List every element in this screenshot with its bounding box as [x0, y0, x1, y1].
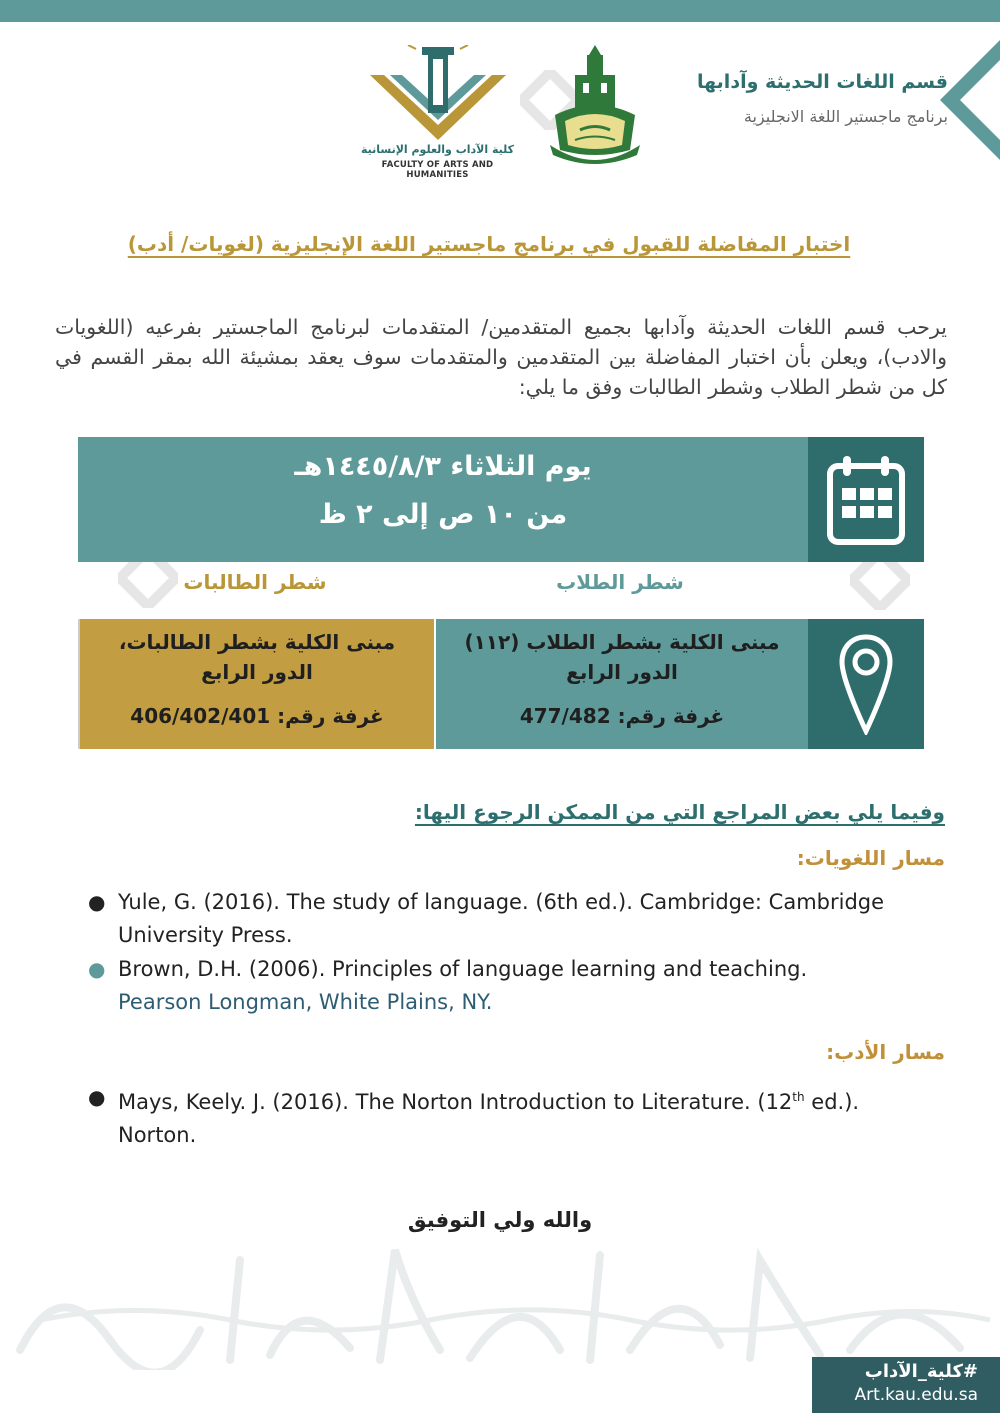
top-banner — [0, 0, 1000, 22]
women-room: غرفة رقم: 406/402/401 — [130, 704, 384, 728]
reference-text: Pearson Longman, White Plains, NY. — [118, 990, 493, 1014]
men-campus-heading: شطر الطلاب — [556, 570, 684, 594]
calendar-icon — [826, 452, 906, 547]
men-building: مبنى الكلية بشطر الطلاب (١١٢) — [464, 630, 780, 654]
exam-day: يوم الثلاثاء ١٤٤٥/٨/٣هـ — [294, 451, 592, 482]
location-pin-icon — [838, 633, 894, 735]
literature-track-heading: مسار الأدب: — [826, 1040, 945, 1064]
program-name: برنامج ماجستير اللغة الانجليزية — [743, 107, 948, 126]
calligraphy-watermark — [0, 1230, 1000, 1370]
linguistics-track-heading: مسار اللغويات: — [796, 846, 945, 870]
footer-badge — [812, 1357, 1000, 1413]
intro-paragraph: يرحب قسم اللغات الحديثة وآدابها بجميع المتقدمين/ المتقدمات لبرنامج الماجستير بفرعيه (اللغويات والادب)، ويعلن بأن اختبار المفاضلة بين المتقدمين والمتقدمات سوف يعقد بمشيئة الله بمقر القسم في كل من شطر الطلاب وشطر الطالبات وفق ما يلي: — [55, 315, 947, 399]
list-item — [88, 886, 958, 952]
bullet-icon: ● — [88, 1085, 106, 1109]
reference-text: Norton. — [118, 1123, 197, 1147]
reference-text: ed.). — [804, 1090, 860, 1114]
list-item — [88, 1081, 958, 1147]
schedule-panel — [78, 437, 808, 562]
faculty-name-ar: كلية الآداب والعلوم الإنسانية — [360, 143, 515, 156]
chevron-decoration — [940, 40, 1000, 160]
footer-hashtag: #كلية_الآداب — [864, 1361, 978, 1382]
closing-phrase: والله ولي التوفيق — [407, 1208, 593, 1232]
men-room: غرفة رقم: 477/482 — [519, 704, 725, 728]
footer-url[interactable]: Art.kau.edu.sa — [854, 1385, 978, 1405]
bullet-icon: ● — [88, 890, 106, 914]
kau-logo — [545, 45, 645, 170]
reference-text: Brown, D.H. (2006). Principles of language learning and teaching. — [118, 957, 808, 981]
women-location-panel — [78, 619, 434, 749]
reference-text: Yule, G. (2016). The study of language. (6th ed.). Cambridge: Cambridge — [118, 890, 885, 914]
department-header — [697, 70, 948, 128]
reference-text: Mays, Keely. J. (2016). The Norton Introduction to Literature. (12 — [118, 1090, 793, 1114]
references-heading: وفيما يلي بعض المراجع التي من الممكن الرجوع اليها: — [414, 800, 945, 824]
women-campus-heading: شطر الطالبات — [183, 570, 327, 594]
list-item — [88, 953, 958, 1019]
superscript: th — [792, 1090, 805, 1104]
women-floor: الدور الرابع — [201, 660, 313, 684]
reference-text: University Press. — [118, 923, 293, 947]
men-floor: الدور الرابع — [566, 660, 678, 684]
calendar-icon-box — [808, 437, 924, 562]
department-name: قسم اللغات الحديثة وآدابها — [697, 71, 948, 93]
men-location-panel — [436, 619, 808, 749]
page-title: اختبار المفاضلة للقبول في برنامج ماجستير اللغة الإنجليزية (لغويات/ أدب) — [127, 232, 851, 256]
bullet-icon: ● — [88, 957, 106, 981]
location-icon-box — [808, 619, 924, 749]
exam-time: من ١٠ ص إلى ٢ ظ — [318, 499, 568, 530]
faculty-name-en: FACULTY OF ARTS AND HUMANITIES — [381, 160, 494, 180]
women-building: مبنى الكلية بشطر الطالبات، — [118, 630, 396, 654]
